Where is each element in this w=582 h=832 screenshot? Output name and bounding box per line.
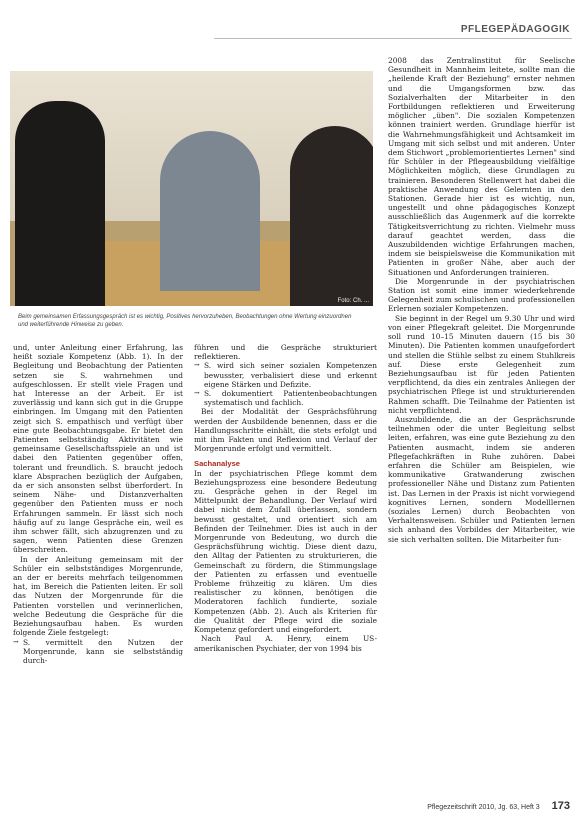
photo-person-center — [160, 131, 260, 291]
col1-goal-list — [13, 638, 183, 666]
column-3 — [388, 56, 575, 544]
page-number: 173 — [551, 800, 570, 812]
photo-person-right — [290, 126, 373, 306]
goal-item: → S. vermittelt den Nutzen der Morgenrunde, kann sie selbstständig durch- — [23, 638, 183, 666]
page-footer — [427, 800, 570, 812]
col1-paragraph-1: und, unter Anleitung einer Erfahrung, las heißt soziale Kompetenz (Abb. 1). In der Begleitung und Beobachtung der Patienten setzen sie S. wahrnehmen und aufgeschlossen. Er stellt viele Fragen und hat Interesse an der Arbeit. Er ist zuverlässig und kann sich gut in die Gruppe einbringen. Im Umgang mit den Patienten zeigt sich S. empathisch und verfügt über eine gute Beobachtungsgabe. Er bietet den Patienten selbstständig Aktivitäten wie gemeinsame Gesellschaftsspiele an und ist dabei den Patienten gegenüber offen, tolerant und freundlich. S. braucht jedoch klare Absprachen bezüglich der Aufgaben, da er sich ansonsten selbst überfordert. In seinem Nähe- und Distanzverhalten gegenüber den Patienten muss er noch Erfahrungen sammeln. Er lässt sich noch häufig auf zu lange Gespräche ein, weil es ihm schwer fällt, sich abzugrenzen und zu sagen, wenn Patienten diese Grenzen überschreiten. — [13, 343, 183, 555]
col2-paragraph-1: Bei der Modalität der Gesprächsführung werden der Ausbildende benennen, dass er die Handlungsschritte einhält, die stets erfolgt und mit ihm Fakten und Reflexion und Verlauf der Morgenrunde erfolgt und vermittelt. — [194, 407, 377, 454]
column-2 — [194, 343, 377, 653]
col2-intro: führen und die Gespräche strukturiert reflektieren. — [194, 343, 377, 362]
goal-item: → S. wird sich seiner sozialen Kompetenzen bewusster, verbalisiert diese und erkennt eigene Stärken und Defizite. — [204, 361, 377, 389]
col2-paragraph-2: In der psychiatrischen Pflege kommt dem Beziehungsprozess eine besondere Bedeutung zu. Gespräche gehen in der Regel im Mittelpunkt der Behandlung. Der Verlauf wird dabei nicht dem Zufall überlassen, sondern bewusst gestaltet, und orientiert sich am Befinden der Teilnehmer. Dies ist auch in der Morgenrunde von Bedeutung, wo durch die Gesprächsführung wichtig. Diese dient dazu, den Alltag der Patienten zu strukturieren, die Gemeinschaft zu fördern, die Stimmungslage der Patienten zu erfassen und eventuelle Probleme frühzeitig zu klären. Um dies realistischer zu können, benötigen die Moderatoren fachlich fundierte, soziale Kompetenzen (Abb. 2). Auch als Kriterien für die Qualität der Pflege wird die soziale Kompetenz gefordert und eingefordert. — [194, 468, 377, 635]
section-header: PFLEGEPÄDAGOGIK — [460, 24, 570, 35]
subheading-sachanalyse: Sachanalyse — [194, 459, 241, 469]
col1-paragraph-2: In der Anleitung gemeinsam mit der Schüler ein selbstständiges Morgenrunde, an der er bereits mehrfach teilgenommen hat, im Bereich die Patienten leiten. Er soll das Nutzen der Morgenrunde für die Patienten vorstellen und verinnerlichen, welche Bedeutung die Gespräche für die Beziehungsaufbau haben. Es wurden folgende Ziele festgelegt: — [13, 554, 183, 638]
journal-citation: Pflegezeitschrift 2010, Jg. 63, Heft 3 — [427, 804, 540, 811]
col3-paragraph-3: Sie beginnt in der Regel um 9.30 Uhr und wird von einer Pflegekraft geleitet. Die Morgenrunde soll rund 10–15 Minuten dauern (15 bis 30 Minuten). Die Patienten kommen unaufgefordert und stellen die Stühle selbst zu einem Stuhlkreis auf. Diese erste Gelegenheit zum Beziehungsaufbau ist für jeden Patienten verpflichtend, da dies ein zentrales Anliegen der psychiatrischen Pflege ist und strukturierenden Rahmen schafft. Die Teilnahme der Patienten ist nicht verpflichtend. — [388, 313, 575, 415]
col2-paragraph-3: Nach Paul A. Henry, einem US-amerikanischen Psychiater, der von 1994 bis — [194, 634, 377, 653]
header-rule — [214, 38, 572, 39]
col3-paragraph-1: 2008 das Zentralinstitut für Seelische Gesundheit in Mannheim leitete, sollte man die „heilende Kraft der Beziehung" ernster nehmen und die Umgangsformen bzw. das Sozialverhalten der Mitarbeiter in den Fortbildungen reflektieren und Erweiterung möglicher „üben". Die sozialen Kompetenzen können trainiert werden. Grundlage hierfür ist die Wahrnehmungsfähigkeit und Achtsamkeit im Umgang mit sich selbst und mit anderen. Unter dem Stichwort „problemorientiertes Lernen" sind für Schüler in der Pflegeausbildung vielfältige Möglichkeiten möglich, diese Grundlagen zu trainieren. Besonderen Stellenwert hat dabei die praktische Anwendung des Gelernten in den Stationen. Gerade hier ist es wichtig, nun, ungestellt und ohne pädagogisches Konzept ausschließlich das Augenmerk auf die korrekte Tätigkeitsverrichtung zu richten. Vielmehr muss darauf geachtet werden, dass die Auszubildenden wichtige Erfahrungen machen, indem sie beispielsweise die Kommunikation mit Patienten in großer Nähe, aber auch der Situationen und Anforderungen trainieren. — [388, 56, 575, 277]
photo-credit: Foto: Ch. ... — [337, 298, 369, 304]
column-1 — [13, 343, 183, 665]
photo-person-left — [15, 101, 105, 306]
col3-paragraph-2: Die Morgenrunde in der psychiatrischen Station ist somit eine immer wiederkehrende Gelegenheit zum schulischen und professionellen Erlernen sozialer Kompetenzen. — [388, 276, 575, 314]
col2-goal-list — [194, 361, 377, 407]
photo — [10, 71, 373, 306]
photo-caption: Beim gemeinsamen Erfassungsgespräch ist es wichtig, Positives hervorzuheben, Beobachtungen ohne Wertung einzuordnen und weiterführende Hinweise zu geben. — [18, 314, 352, 328]
goal-item: → S. dokumentiert Patientenbeobachtungen systematisch und fachlich. — [204, 389, 377, 407]
col3-paragraph-4: Auszubildende, die an der Gesprächsrunde teilnehmen oder die unter Begleitung selbst leiten, erfahren, was eine gute Beziehung zu den Patienten ausmacht, indem sie anderen Pflegefachkräften in Ruhe zuhören. Dabei erfahren die Schüler am Beispielen, wie kommunikative Gratwanderung zwischen professioneller Nähe und Distanz zum Patienten ist. Das Lernen in der Praxis ist nicht vorwiegend kognitives Lernen, sondern Modelllernen (soziales Lernen) durch Beobachten von Verhaltensweisen. Schüler und Patienten lernen sich anhand des Vorbildes der Mitarbeiter, wie sie sich verhalten sollten. Die Mitarbeiter fun- — [388, 414, 575, 544]
